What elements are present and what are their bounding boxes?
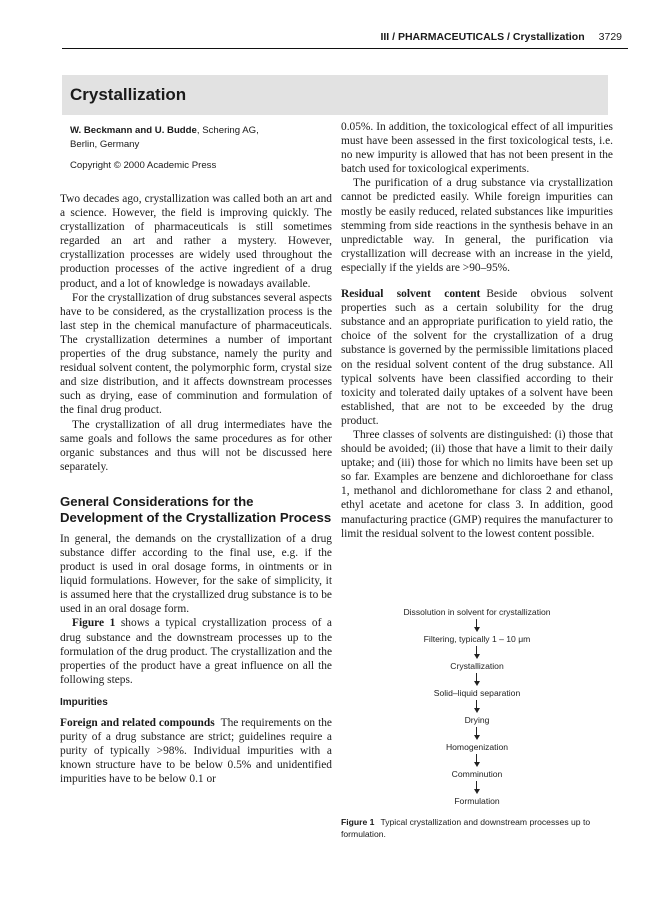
running-head (380, 31, 622, 43)
flow-step: Drying (464, 715, 490, 725)
paragraph: Three classes of solvents are distinguished: (i) those that should be avoided; (ii) those that have a limit to their daily uptake; and (iii) those for which no limits have been set up so far. Examples are benzene and dichloroethane for class 1, methanol and dichloromethane for class 2 and ethanol, ethyl acetate and acetone for class 3. In addition, good manufacturing practice (GMP) requires the manufacturer to limit the residual solvent to the lowest content possible. (341, 428, 613, 540)
down-arrow-icon (341, 726, 613, 741)
left-column (60, 120, 332, 786)
paragraph: Two decades ago, crystallization was called both an art and a science. However, the field is improving quickly. The crystallization of pharmaceuticals is still sometimes regarded an art and rather a mystery. However, crystallization processes are widely used throughout the production processes of the active ingredient of a drug product, and a lot of knowledge is nowadays available. (60, 193, 332, 290)
paragraph (60, 616, 332, 686)
paragraph: In general, the demands on the crystallization of a drug substance differ according to the final use, e.g. if the product is used in oral dosage forms, in ointments or in liquid formulations. However, for the sake of simplicity, it is assumed here that the crystallized drug substance is to be used in an oral dosage form. (60, 532, 332, 616)
page-number: 3729 (598, 31, 622, 43)
paragraph-text: The requirements on the purity of a drug substance are strict; guidelines require a purity of typically >98%. Individual impurities with a known structure have to be below 0.5% and unidentified impurities have to be below 0.1 or (60, 716, 332, 786)
runin-heading: Foreign and related compounds (60, 716, 215, 729)
down-arrow-icon (341, 672, 613, 687)
flow-step: Dissolution in solvent for crystallization (403, 607, 551, 617)
paragraph: For the crystallization of drug substances several aspects have to be considered, as the crystallization process is the last step in the chemical manufacture of pharmaceuticals. The crystallization determines a number of important properties of the drug substance, namely the purity and residual solvent content, the polymorphic form, crystal size and size distribution, and it affects downstream processes such as drying, ease of comminution and formulation of the final drug product. (60, 291, 332, 417)
flow-step: Comminution (451, 769, 503, 779)
flow-step: Filtering, typically 1 – 10 μm (423, 634, 531, 644)
paragraph-text: Beside obvious solvent properties such as a certain solubility for the drug substance and an appropriate purification to yield ratio, the choice of the solvent for the crystallization of a drug substance is governed by the permissible limitations placed on the residual solvent content of the drug substance. All typical solvents have been classified according to their toxicity and tolerated daily uptakes of a solvent have been established, that are not to be exceeded by the drug product. (341, 288, 613, 427)
running-head-section: III / PHARMACEUTICALS / Crystallization (380, 31, 585, 43)
flow-step: Formulation (454, 796, 500, 806)
article-title: Crystallization (70, 85, 187, 104)
paragraph (60, 716, 332, 786)
caption-text: Typical crystallization and downstream processes up to formulation. (341, 817, 591, 839)
paragraph: The crystallization of all drug intermediates have the same goals and follows the same procedures as for other organic substances and thus will not be discussed here separately. (60, 418, 332, 473)
header-rule (62, 48, 628, 49)
author-location: Berlin, Germany (70, 139, 140, 150)
caption-label: Figure 1 (341, 817, 375, 827)
down-arrow-icon (341, 780, 613, 795)
author-affiliation: , Schering AG, (196, 125, 259, 136)
down-arrow-icon (341, 753, 613, 768)
right-column (341, 120, 613, 541)
paragraph: 0.05%. In addition, the toxicological effect of all impurities must have been assessed in the first toxicological tests, i.e. no new impurity is allowed that has not been present in the batch used for toxicological experiments. (341, 121, 613, 176)
down-arrow-icon (341, 645, 613, 660)
subsection-heading: Impurities (60, 696, 108, 708)
figure-caption (341, 816, 621, 840)
process-flow-diagram (341, 606, 613, 807)
figure-reference: Figure 1 (72, 617, 116, 630)
flow-step: Solid–liquid separation (433, 688, 521, 698)
paragraph (341, 287, 613, 428)
section-heading: General Considerations for the Development of the Crystallization Process (60, 493, 332, 525)
author-block (60, 124, 332, 152)
flow-step: Homogenization (445, 742, 509, 752)
paragraph: The purification of a drug substance via crystallization cannot be predicted easily. While foreign impurities can mostly be easily reduced, related substances like impurities stemming from side reactions in the synthesis behave in an unpredictable way. In general, the purification via crystallization will decrease with an increase in the yield, especially if the yields are >90–95%. (341, 177, 613, 274)
flow-step: Crystallization (450, 661, 504, 671)
down-arrow-icon (341, 618, 613, 633)
copyright-line: Copyright © 2000 Academic Press (70, 160, 217, 171)
author-names: W. Beckmann and U. Budde (70, 125, 197, 136)
paragraph-text: shows a typical crystallization process of a drug substance and the downstream processes up to the formulation of the drug product. The crystallization and the properties of the product have a great influence on all the following steps. (60, 617, 332, 686)
down-arrow-icon (341, 699, 613, 714)
title-band (62, 75, 608, 115)
runin-heading: Residual solvent content (341, 288, 481, 301)
